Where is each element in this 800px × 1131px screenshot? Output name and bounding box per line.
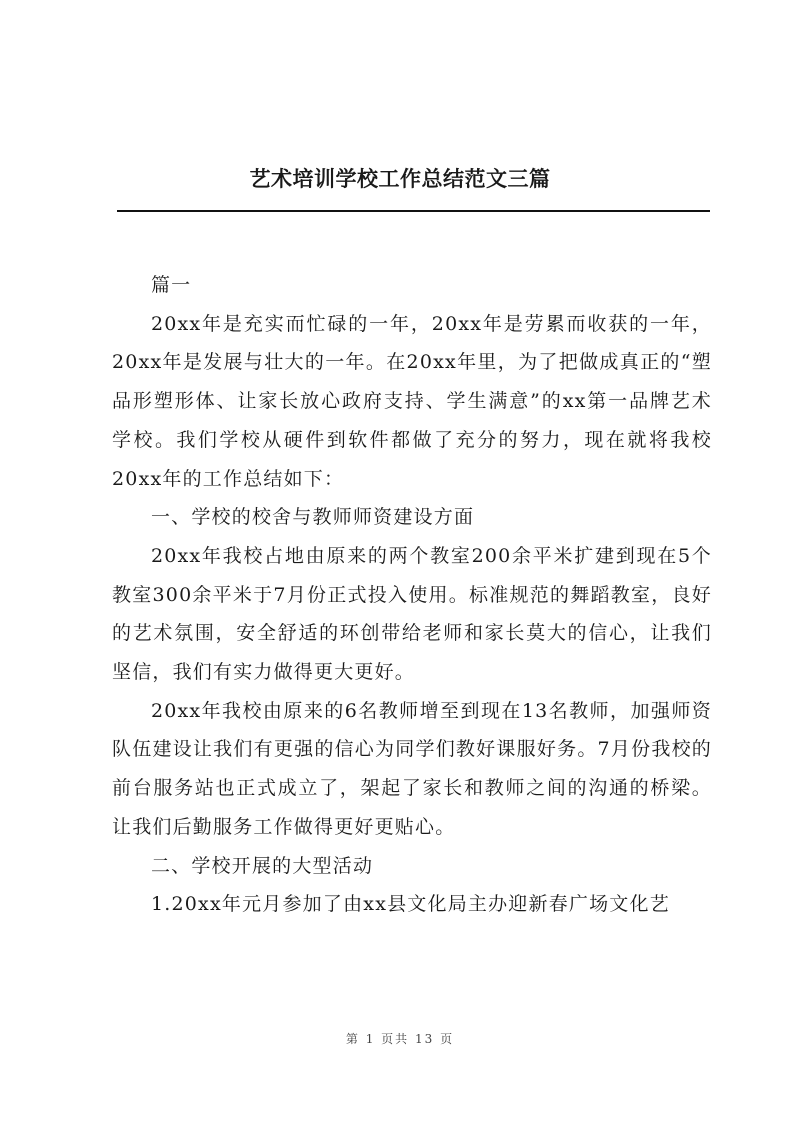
intro-paragraph: 20xx年是充实而忙碌的一年，20xx年是劳累而收获的一年，20xx年是发展与壮大的一年。在20xx年里，为了把做成真正的“塑品形塑形体、让家长放心政府支持、学生满意”的xx第一品牌艺术学校。我们学校从硬件到软件都做了充分的努力，现在就将我校20xx年的工作总结如下： (112, 312, 712, 490)
facilities-paragraph: 20xx年我校占地由原来的两个教室200余平米扩建到现在5个教室300余平米于7月份正式投入使用。标准规范的舞蹈教室，良好的艺术氛围，安全舒适的环创带给老师和家长莫大的信心，让我们坚信，我们有实力做得更大更好。 (112, 544, 712, 684)
section-heading-facilities: 一、学校的校舍与教师师资建设方面 (150, 506, 475, 529)
page-number-footer: 第 1 页共 13 页 (345, 1032, 455, 1046)
activity-item-1: 1.20xx年元月参加了由xx县文化局主办迎新春广场文化艺 (150, 893, 670, 916)
section-heading-part-one: 篇一 (150, 274, 192, 296)
document-body (112, 266, 712, 924)
title-divider (117, 210, 710, 212)
section-heading-activities: 二、学校开展的大型活动 (150, 854, 374, 877)
document-title: 艺术培训学校工作总结范文三篇 (249, 166, 551, 191)
staff-paragraph: 20xx年我校由原来的6名教师增至到现在13名教师，加强师资队伍建设让我们有更强的信心为同学们教好课服好务。7月份我校的前台服务站也正式成立了，架起了家长和教师之间的沟通的桥梁。让我们后勤服务工作做得更好更贴心。 (112, 699, 712, 838)
